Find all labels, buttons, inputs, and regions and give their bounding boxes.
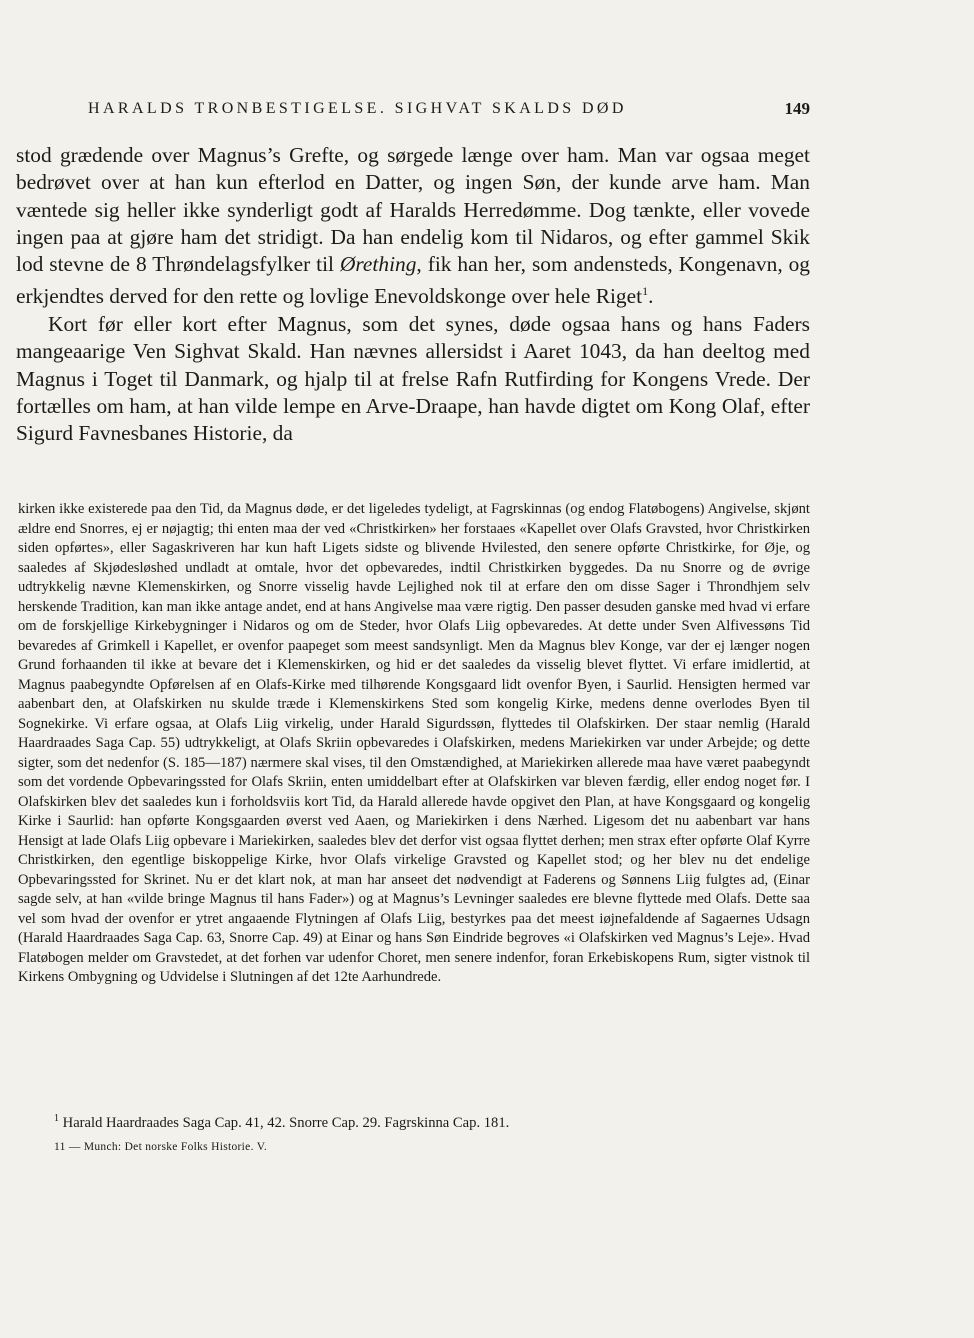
footnote-ref: 1 [642,284,649,299]
running-head-title: HARALDS TRONBESTIGELSE. SIGHVAT SKALDS DØD [88,100,627,117]
main-text [16,142,810,447]
footnote-marker: 1 [54,1113,59,1124]
italic-term: Ørething [339,252,417,277]
running-head [88,100,810,118]
page-number: 149 [784,99,810,118]
printer-signature: 11 — Munch: Det norske Folks Historie. V. [54,1141,268,1153]
paragraph: stod grædende over Magnus’s Grefte, og sørgede længe over ham. Man var ogsaa meget bedrøvet over at han kun efterlod en Datter, og ingen Søn, der kunde arve ham. Man væntede sig heller ikke synderligt godt af Haralds Herredømme. Dog tænkte, eller vovede ingen paa at gjøre ham det stridigt. Da han endelig kom til Nidaros, og efter gammel Skik lod stevne de 8 Thrøndelagsfylker til Ørething, fik han her, som andensteds, Kongenavn, og erkjendtes derved for den rette og lovlige Enevoldskonge over hele Riget$^1$. [16,143,810,309]
footnote-1: $^1$ Harald Haardraades Saga Cap. 41, 42. Snorre Cap. 29. Fagrskinna Cap. 181. [54,1113,510,1131]
footnote-continued: kirken ikke existerede paa den Tid, da Magnus døde, er det ligeledes tydeligt, at Fagrskinnas (og endog Flatøbogens) Angivelse, skjønt ældre end Snorres, ej er nøjagtig; thi enten maa der ved «Christkirken» her forstaaes «Kapellet over Olafs Gravsted, hvor Christkirken siden opførtes», eller Sagaskriveren har kun haft Ligets sidste og blivende Hvilested, den senere opførte Christkirke, for Øje, og saaledes af Skjødesløshed undladt at omtale, hvor det opbevaredes, indtil Christkirken byggedes. Da nu Snorre og de øvrige udtrykkelig nævne Klemenskirken, og Snorre visselig havde Lejlighed nok til at erfare den om disse Sager i Throndhjem selv herskende Tradition, kan man ikke antage andet, end at hans Angivelse maa være rigtig. Den passer desuden ganske med hvad vi erfare om de forskjellige Kirkebygninger i Nidaros og om de Steder, hvor Olafs Liig opbevaredes. At dette under Sven Alfivessøns Tid bevaredes af Grimkell i Kapellet, er ovenfor paapeget som meest sandsynligt. Men da Magnus blev Konge, var der ej længer nogen Grund forhaanden til ikke at bevare det i Klemenskirken, og hid er det saaledes da visselig blevet flyttet. Vi erfare imidlertid, at Magnus paabegyndte Opførelsen af en Olafs-Kirke med tilhørende Kongsgaard lidt ovenfor Byen, i Saurlid. Hensigten hermed var aabenbart den, at Olafskirken nu skulde træde i Klemenskirkens Sted som kongelig Kirke, medens denne overlodes Byen til Sognekirke. Vi erfare ogsaa, at Olafs Liig virkelig, under Harald Sigurdssøn, flyttedes til Olafskirken. Der staar nemlig (Harald Haardraades Saga Cap. 55) udtrykkeligt, at Olafs Skriin opbevaredes i Olafskirken, medens Mariekirken var under Arbejde; og dette sigter, som det nedenfor (S. 185—187) nærmere skal vises, til den Omstændighed, at Mariekirken allerede maa have været paabegyndt som det vordende Opbevaringssted for Olafs Skriin, enten umiddelbart efter at Olafskirken var bleven færdig, eller endog noget før. I Olafskirken blev det saaledes kun i forholdsviis kort Tid, da Harald allerede havde opgivet den Plan, at have Kongsgaard og kongelig Kirke i Saurlid: han opførte Kongsgaarden øverst ved Aaen, og Mariekirken i dens Nærhed. Ligesom det nu aabenbart var hans Hensigt at lade Olafs Liig opbevare i Mariekirken, saaledes blev det derfor vist ogsaa flyttet derhen; men strax efter opførte Olaf Kyrre Christkirken, den egentlige biskoppelige Kirke, hvor Olafs virkelige Gravsted og Kapellet stod; og her blev nu det endelige Opbevaringssted for Skrinet. Nu er det klart nok, at man har anseet det nødvendigt at Faderens og Sønnens Liig fulgtes ad, (Einar sagde selv, at han «vilde bringe Magnus til hans Fader») og at Magnus’s Levninger saaledes ere blevne flyttede med Olafs. Dette saa vel som hvad der ovenfor er ytret angaaende Flytningen af Olafs Liig, bestyrkes paa det meest iøjnefaldende af Sagaernes Udsagn (Harald Haardraades Saga Cap. 63, Snorre Cap. 49) at Einar og hans Søn Eindride begroves «i Olafskirken ved Magnus’s Leje». Hvad Flatøbogen melder om Gravstedet, at det forhen var udenfor Choret, men senere indenfor, foran Erkebiskopens Rum, sigter vistnok til Kirkens Ombygning og Udvidelse i Slutningen af det 12te Aarhundrede. [18,501,810,985]
paragraph: Kort før eller kort efter Magnus, som det synes, døde ogsaa hans og hans Faders mangeaarige Ven Sighvat Skald. Han nævnes allersidst i Aaret 1043, da han deeltog med Magnus i Toget til Danmark, og hjalp til at frelse Rafn Rutfirding for Kongens Vrede. Der fortælles om ham, at han vilde lempe en Arve-Draape, han havde digtet om Kong Olaf, efter Sigurd Favnesbanes Historie, da [16,311,810,446]
